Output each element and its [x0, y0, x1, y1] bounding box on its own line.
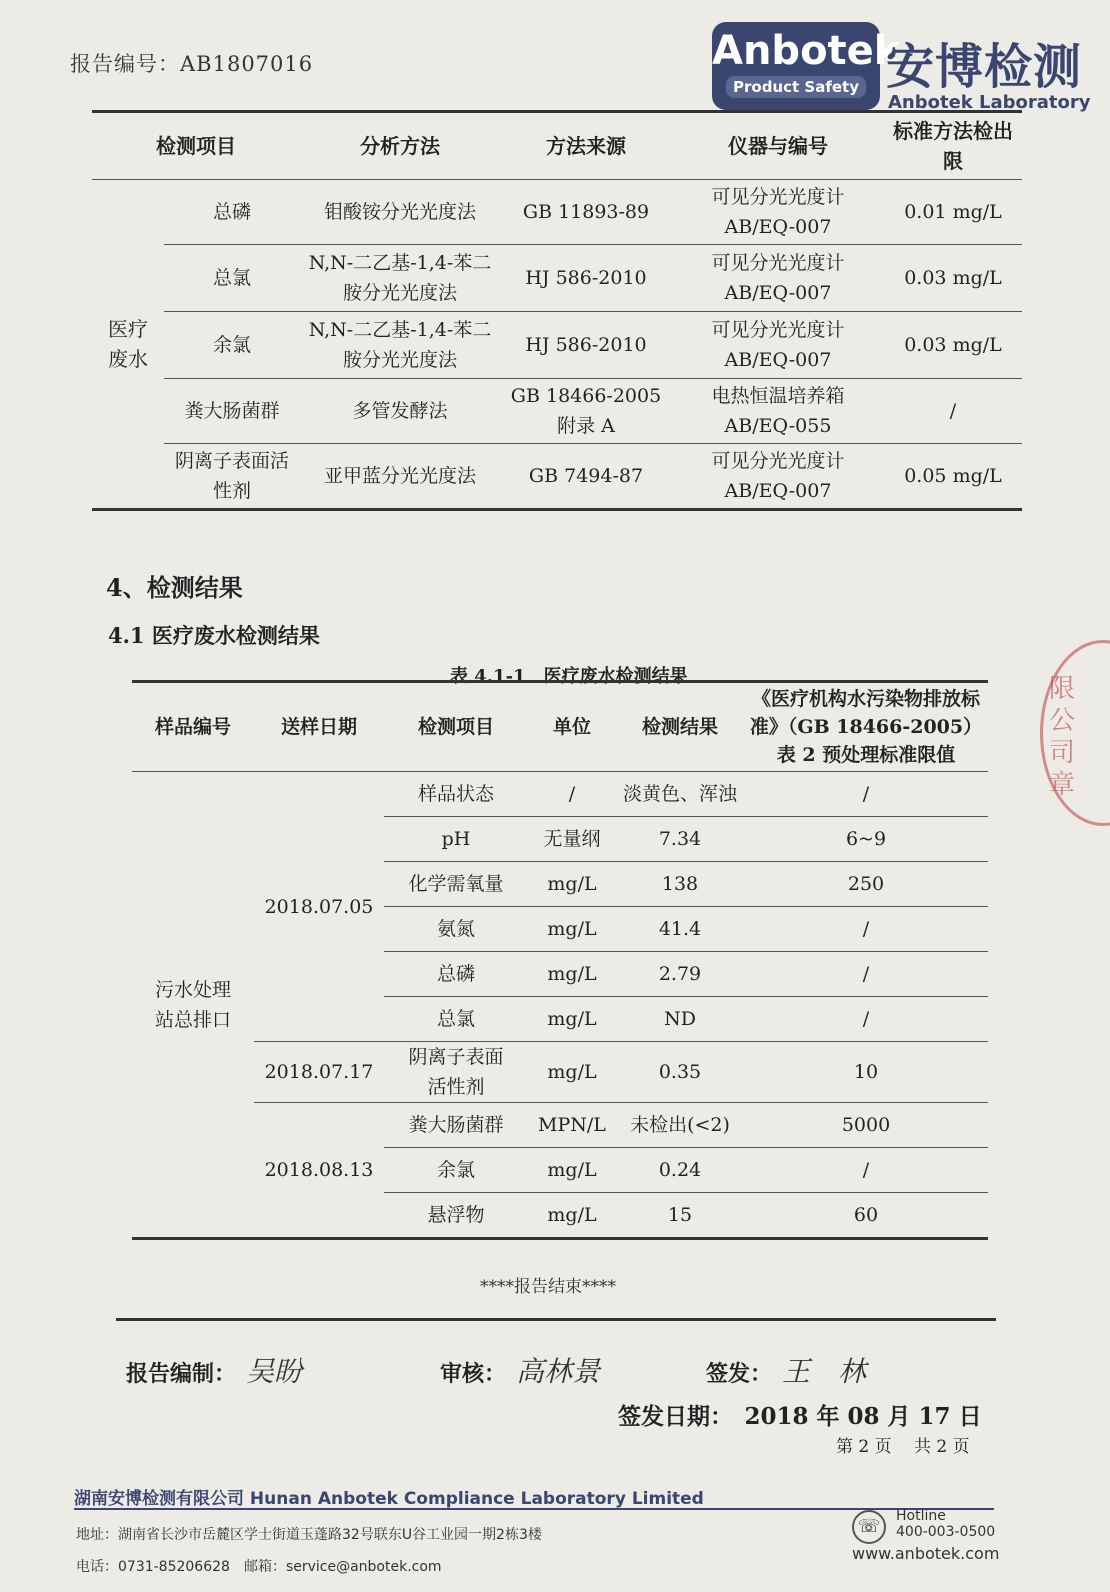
row-limit: /	[744, 952, 988, 997]
header-result: 检测结果	[616, 682, 744, 772]
report-number: 报告编号：AB1807016	[70, 52, 314, 76]
reviewed-by	[440, 1350, 600, 1390]
row-source: GB 18466-2005 附录 A	[500, 379, 672, 444]
row-item: 余氯	[164, 312, 300, 379]
row-limit: /	[744, 997, 988, 1042]
header-source: 方法来源	[500, 112, 672, 180]
date-cell: 2018.07.05	[254, 772, 384, 1042]
footer-website: www.anbotek.com	[852, 1544, 1000, 1563]
row-result: 淡黄色、浑浊	[616, 772, 744, 817]
row-unit: MPN/L	[528, 1103, 616, 1148]
category-cell: 医疗废水	[92, 180, 164, 510]
issue-date: 签发日期： 2018 年 08 月 17 日	[618, 1403, 982, 1430]
table-row	[92, 180, 1022, 245]
row-limit: /	[884, 379, 1022, 444]
row-instrument: 可见分光光度计 AB/EQ-007	[672, 180, 884, 245]
row-unit: mg/L	[528, 1193, 616, 1239]
row-unit: mg/L	[528, 862, 616, 907]
row-result: 138	[616, 862, 744, 907]
row-limit: /	[744, 772, 988, 817]
row-item: 化学需氧量	[384, 862, 528, 907]
row-item: 氨氮	[384, 907, 528, 952]
row-instrument: 电热恒温培养箱 AB/EQ-055	[672, 379, 884, 444]
section-subheading: 4.1 医疗废水检测结果	[108, 623, 320, 648]
row-item: 阴离子表面活性剂	[384, 1042, 528, 1103]
row-item: 总氯	[164, 245, 300, 312]
table-row	[92, 312, 1022, 379]
row-source: HJ 586-2010	[500, 312, 672, 379]
date-cell: 2018.08.13	[254, 1103, 384, 1239]
row-result: ND	[616, 997, 744, 1042]
row-item: 样品状态	[384, 772, 528, 817]
row-result: 0.35	[616, 1042, 744, 1103]
row-unit: mg/L	[528, 952, 616, 997]
row-instrument: 可见分光光度计 AB/EQ-007	[672, 312, 884, 379]
header-limit: 标准方法检出限	[884, 112, 1022, 180]
issue-signature: 王 林	[782, 1355, 867, 1388]
row-limit: 0.03 mg/L	[884, 312, 1022, 379]
row-limit: /	[744, 1148, 988, 1193]
sample-cell: 污水处理站总排口	[132, 772, 254, 1239]
row-limit: 60	[744, 1193, 988, 1239]
row-method: 亚甲蓝分光光度法	[300, 444, 500, 510]
row-limit: 5000	[744, 1103, 988, 1148]
review-signature: 高林景	[516, 1355, 601, 1388]
row-item: pH	[384, 817, 528, 862]
page-number: 第 2 页 共 2 页	[836, 1437, 970, 1457]
table-row	[92, 379, 1022, 444]
row-unit: /	[528, 772, 616, 817]
header-date: 送样日期	[254, 682, 384, 772]
row-source: HJ 586-2010	[500, 245, 672, 312]
row-unit: mg/L	[528, 907, 616, 952]
row-item: 余氯	[384, 1148, 528, 1193]
hotline-label: Hotline	[896, 1508, 946, 1524]
footer-address: 地址：湖南省长沙市岳麓区学士街道玉蓬路32号联东U谷工业园一期2栋3楼	[76, 1527, 542, 1543]
methods-header-row	[92, 112, 1022, 180]
company-stamp	[1040, 640, 1110, 826]
review-label: 审核：	[440, 1361, 507, 1387]
row-item: 总磷	[164, 180, 300, 245]
footer-company: 湖南安博检测有限公司 Hunan Anbotek Compliance Laboratory Limited	[74, 1489, 704, 1509]
header-standard-limit: 《医疗机构水污染物排放标准》（GB 18466-2005）表 2 预处理标准限值	[744, 682, 988, 772]
row-unit: 无量纲	[528, 817, 616, 862]
table-row	[92, 444, 1022, 510]
row-item: 总氯	[384, 997, 528, 1042]
logo-brand: Anbotek	[712, 28, 901, 74]
table-row	[132, 772, 988, 817]
table-row	[132, 1042, 988, 1103]
results-table	[132, 680, 988, 1240]
row-method: N,N-二乙基-1,4-苯二胺分光光度法	[300, 245, 500, 312]
row-limit: 0.01 mg/L	[884, 180, 1022, 245]
row-unit: mg/L	[528, 997, 616, 1042]
row-limit: 0.05 mg/L	[884, 444, 1022, 510]
table-caption: 表 4.1-1 医疗废水检测结果	[450, 666, 688, 687]
row-limit: 250	[744, 862, 988, 907]
prepared-signature: 吴盼	[246, 1355, 303, 1388]
row-source: GB 7494-87	[500, 444, 672, 510]
header-method: 分析方法	[300, 112, 500, 180]
section-heading: 4、检测结果	[106, 573, 243, 602]
results-header-row	[132, 682, 988, 772]
row-method: N,N-二乙基-1,4-苯二胺分光光度法	[300, 312, 500, 379]
row-result: 41.4	[616, 907, 744, 952]
signature-divider	[116, 1318, 996, 1321]
issued-by	[706, 1350, 866, 1390]
logo-english-name: Anbotek Laboratory	[888, 92, 1091, 113]
row-result: 未检出(<2)	[616, 1103, 744, 1148]
row-limit: 10	[744, 1042, 988, 1103]
stamp-text: 限公司章	[1048, 674, 1075, 800]
table-row	[132, 1103, 988, 1148]
header-item: 检测项目	[92, 112, 300, 180]
prepared-by	[126, 1350, 302, 1390]
row-unit: mg/L	[528, 1148, 616, 1193]
footer-hotline	[896, 1508, 995, 1540]
row-limit: /	[744, 907, 988, 952]
row-result: 7.34	[616, 817, 744, 862]
header-item: 检测项目	[384, 682, 528, 772]
logo-chinese-name: 安博检测	[886, 39, 1083, 95]
row-unit: mg/L	[528, 1042, 616, 1103]
table-row	[92, 245, 1022, 312]
issue-label: 签发：	[706, 1361, 773, 1387]
row-item: 总磷	[384, 952, 528, 997]
row-item: 阴离子表面活性剂	[164, 444, 300, 510]
row-method: 钼酸铵分光光度法	[300, 180, 500, 245]
row-result: 2.79	[616, 952, 744, 997]
header-unit: 单位	[528, 682, 616, 772]
row-item: 粪大肠菌群	[384, 1103, 528, 1148]
hotline-number: 400-003-0500	[896, 1524, 996, 1540]
footer-contact: 电话：0731-85206628 邮箱：service@anbotek.com	[76, 1559, 442, 1575]
row-result: 15	[616, 1193, 744, 1239]
row-result: 0.24	[616, 1148, 744, 1193]
report-end-marker: ****报告结束****	[480, 1277, 616, 1297]
prepared-label: 报告编制：	[126, 1361, 237, 1387]
row-item: 悬浮物	[384, 1193, 528, 1239]
footer-divider	[74, 1508, 994, 1510]
header-instrument: 仪器与编号	[672, 112, 884, 180]
row-limit: 0.03 mg/L	[884, 245, 1022, 312]
header-sample-no: 样品编号	[132, 682, 254, 772]
row-instrument: 可见分光光度计 AB/EQ-007	[672, 444, 884, 510]
row-instrument: 可见分光光度计 AB/EQ-007	[672, 245, 884, 312]
methods-table	[92, 110, 1022, 511]
anbotek-logo	[712, 22, 901, 110]
row-limit: 6~9	[744, 817, 988, 862]
row-source: GB 11893-89	[500, 180, 672, 245]
date-cell: 2018.07.17	[254, 1042, 384, 1103]
phone-icon: ☏	[852, 1510, 886, 1544]
logo-tagline: Product Safety	[726, 76, 866, 98]
row-method: 多管发酵法	[300, 379, 500, 444]
row-item: 粪大肠菌群	[164, 379, 300, 444]
